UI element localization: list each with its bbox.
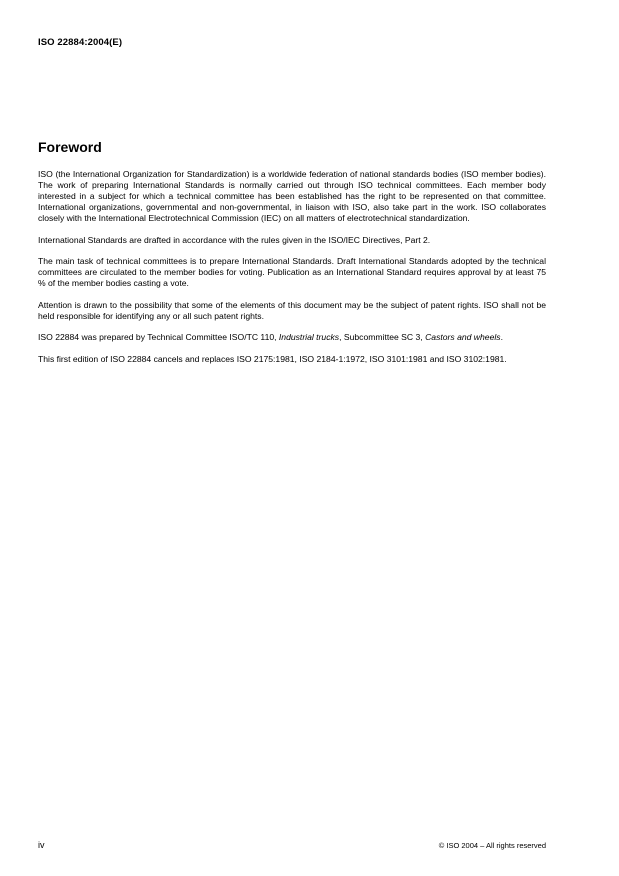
paragraph-drafting-rules: International Standards are drafted in accordance with the rules given in the ISO/IEC Directives, Part 2.	[38, 234, 431, 245]
prepared-by-end: .	[500, 332, 503, 342]
prepared-by-text: ISO 22884 was prepared by Technical Committee ISO/TC 110,	[38, 332, 279, 342]
committee-name: Industrial trucks	[278, 332, 340, 342]
copyright-notice: © ISO 2004 – All rights reserved	[438, 841, 546, 850]
paragraph-iso-organization: ISO (the International Organization for Standardization) is a worldwide federation of national standards bodies (ISO member bodies). The work of preparing International Standards is normally carried out through ISO technical committees. Each member body interested in a subject for which a technical committee has been established has the right to be represented on that committee. International organizations, governmental and non-governmental, in liaison with ISO, also take part in the work. ISO collaborates closely with the International Electrotechnical Commission (IEC) on all matters of electrotechnical standardization.	[38, 169, 546, 223]
paragraph-prepared-by	[38, 332, 546, 343]
foreword-body	[38, 169, 546, 375]
paragraph-committee-task: The main task of technical committees is to prepare International Standards. Draft International Standards adopted by the technical committees are circulated to the member bodies for voting. Publication as an International Standard requires approval by at least 75 % of the member bodies casting a vote.	[38, 256, 546, 288]
subcommittee-name: Castors and wheels	[425, 332, 501, 342]
document-id: ISO 22884:2004(E)	[38, 37, 123, 48]
section-title: Foreword	[38, 139, 102, 155]
paragraph-edition: This first edition of ISO 22884 cancels and replaces ISO 2175:1981, ISO 2184-1:1972, ISO 3101:1981 and ISO 3102:1981.	[38, 353, 507, 364]
subcommittee-text: , Subcommittee SC 3,	[339, 332, 426, 342]
page-number: iv	[38, 840, 45, 850]
paragraph-patent-rights: Attention is drawn to the possibility that some of the elements of this document may be the subject of patent rights. ISO shall not be held responsible for identifying any or all such patent rights.	[38, 299, 546, 321]
